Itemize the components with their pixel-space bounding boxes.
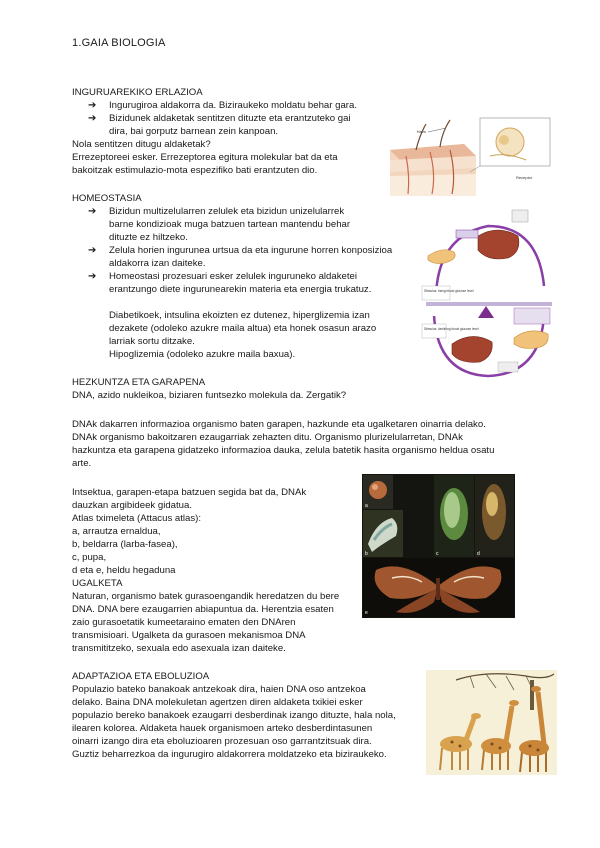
bullet-text: dira, bai gorputz barnean zein kanpoan. xyxy=(109,126,279,137)
bullet-arrow-icon: ➔ xyxy=(88,245,97,256)
paragraph-line: transmititzeko, sexuala edo asexuala izan daiteke. xyxy=(72,643,286,654)
paragraph-line: Atlas tximeleta (Attacus atlas): xyxy=(72,513,202,524)
section-heading-hezkuntza: HEZKUNTZA ETA GARAPENA xyxy=(72,377,206,388)
bullet-text: Homeostasi prozesuari esker zelulek inguruneko aldaketei xyxy=(109,271,357,282)
paragraph-line: d eta e, heldu hegaduna xyxy=(72,565,176,576)
moth-panel-label-d: d xyxy=(477,551,480,557)
skin-receptor-label: Receptor xyxy=(516,175,533,180)
section-heading-adaptazioa: ADAPTAZIOA ETA EBOLUZIOA xyxy=(72,671,210,682)
paragraph-line: DNAk organismo bakoitzaren ezaugarriak zehazten ditu. Organismo plurizelularretan, DNAk xyxy=(72,432,463,443)
paragraph-line: bakoitzak estimulazio-mota espezifiko bati erantzuten dio. xyxy=(72,165,318,176)
section-heading-ugalketa: UGALKETA xyxy=(72,578,123,589)
homeo-stimulus-high-label: Stimulus: rising blood glucose level xyxy=(424,289,474,293)
paragraph-line: Intsektua, garapen-etapa batzuen segida bat da, DNAk xyxy=(72,487,307,498)
bullet-text: Bizidun multizelularren zelulek eta bizidun unizelularrek xyxy=(109,206,345,217)
paragraph-line: populazio bereko banakoek ezaugarri desberdinak izango dituzte, hala nola, xyxy=(72,710,396,721)
moth-panel-label-b: b xyxy=(365,551,368,557)
question-text: Nola sentitzen ditugu aldaketak? xyxy=(72,139,211,150)
paragraph-line: c, pupa, xyxy=(72,552,107,563)
paragraph-line: Errezeptoreei esker. Errezeptorea egitura molekular bat da eta xyxy=(72,152,338,163)
bullet-text: dituzte ez hiltzeko. xyxy=(109,232,188,243)
skin-hairs-label: Hairs xyxy=(416,129,426,134)
section-heading-homeostasia: HOMEOSTASIA xyxy=(72,193,142,204)
paragraph-line: Hipoglizemia (odoleko azukre maila baxua). xyxy=(109,349,296,360)
paragraph-line: ilearen kolorea. Aldaketa hauek organismoen arteko desberdintasunen xyxy=(72,723,373,734)
paragraph-line: zaio gurasoetatik kumeetaraino ematen den DNAren xyxy=(72,617,296,628)
page-title: 1.GAIA BIOLOGIA xyxy=(72,37,166,49)
bullet-text: erantzungo diete ingurunearekin materia eta energia trukatuz. xyxy=(109,284,372,295)
bullet-arrow-icon: ➔ xyxy=(88,113,97,124)
paragraph-line: dauzkan argibideek gidatua. xyxy=(72,500,193,511)
paragraph-line: arte. xyxy=(72,458,92,469)
paragraph-line: transmisioari. Ugalketa da gurasoen mekanismoa DNA xyxy=(72,630,306,641)
paragraph-line: dezakete (odoleko azukre maila altua) eta honek osasun arazo xyxy=(109,323,377,334)
moth-panel-label-a: a xyxy=(365,503,368,509)
bullet-text: aldakorra izan daiteke. xyxy=(109,258,206,269)
paragraph-line: Diabetikoek, intsulina ekoizten ez dutenez, hiperglizemia izan xyxy=(109,310,370,321)
paragraph-line: delako. Baina DNA molekuletan agertzen diren aldaketa txikiei esker xyxy=(72,697,363,708)
paragraph-line: DNAk dakarren informazioa organismo baten garapen, hazkunde eta ugalketaren oinarria delako. xyxy=(72,419,486,430)
paragraph-line: Guztiz beharrezkoa da ingurugiro aldakorrera moldatzeko eta biziraukeko. xyxy=(72,749,387,760)
paragraph-line: b, beldarra (larba-fasea), xyxy=(72,539,178,550)
bullet-text: Zelula horien ingurunea urtsua da eta ingurune horren konposizioa xyxy=(109,245,393,256)
giraffes-figure xyxy=(426,670,557,775)
bullet-arrow-icon: ➔ xyxy=(88,100,97,111)
paragraph-line: Populazio bateko banakoak antzekoak dira, haien DNA oso antzekoa xyxy=(72,684,366,695)
paragraph-line: DNA. DNA bere ezaugarrien abiapuntua da. Herentzia esaten xyxy=(72,604,334,615)
skin-receptor-figure xyxy=(386,116,554,202)
question-text: DNA, azido nukleikoa, biziaren funtsezko molekula da. Zergatik? xyxy=(72,390,347,401)
bullet-text: Ingurugiroa aldakorra da. Biziraukeko moldatu behar gara. xyxy=(109,100,357,111)
bullet-text: Bizidunek aldaketak sentitzen dituzte eta erantzuteko gai xyxy=(109,113,351,124)
moth-panel-label-e: e xyxy=(365,610,368,616)
bullet-arrow-icon: ➔ xyxy=(88,271,97,282)
moth-panel-label-c: c xyxy=(436,551,439,557)
paragraph-line: hazkuntza eta garapena gidatzeko informazioa dauka, zelula batetik hasita organismo heldua osatu xyxy=(72,445,495,456)
bullet-arrow-icon: ➔ xyxy=(88,206,97,217)
paragraph-line: a, arrautza ernaldua, xyxy=(72,526,161,537)
paragraph-line: larriak sortu ditzake. xyxy=(109,336,195,347)
bullet-text: barne kondizioak muga batzuen tartean mantendu behar xyxy=(109,219,351,230)
homeo-stimulus-low-label: Stimulus: declining blood glucose level xyxy=(424,327,479,331)
paragraph-line: oinarri izango dira eta eboluzioaren prozesuan oso garrantzitsuak dira. xyxy=(72,736,372,747)
homeostasis-diagram xyxy=(418,206,554,384)
paragraph-line: Naturan, organismo batek gurasoengandik heredatzen du bere xyxy=(72,591,340,602)
atlas-moth-lifecycle-figure xyxy=(362,474,515,618)
section-heading-inguruarekiko: INGURUAREKIKO ERLAZIOA xyxy=(72,87,203,98)
